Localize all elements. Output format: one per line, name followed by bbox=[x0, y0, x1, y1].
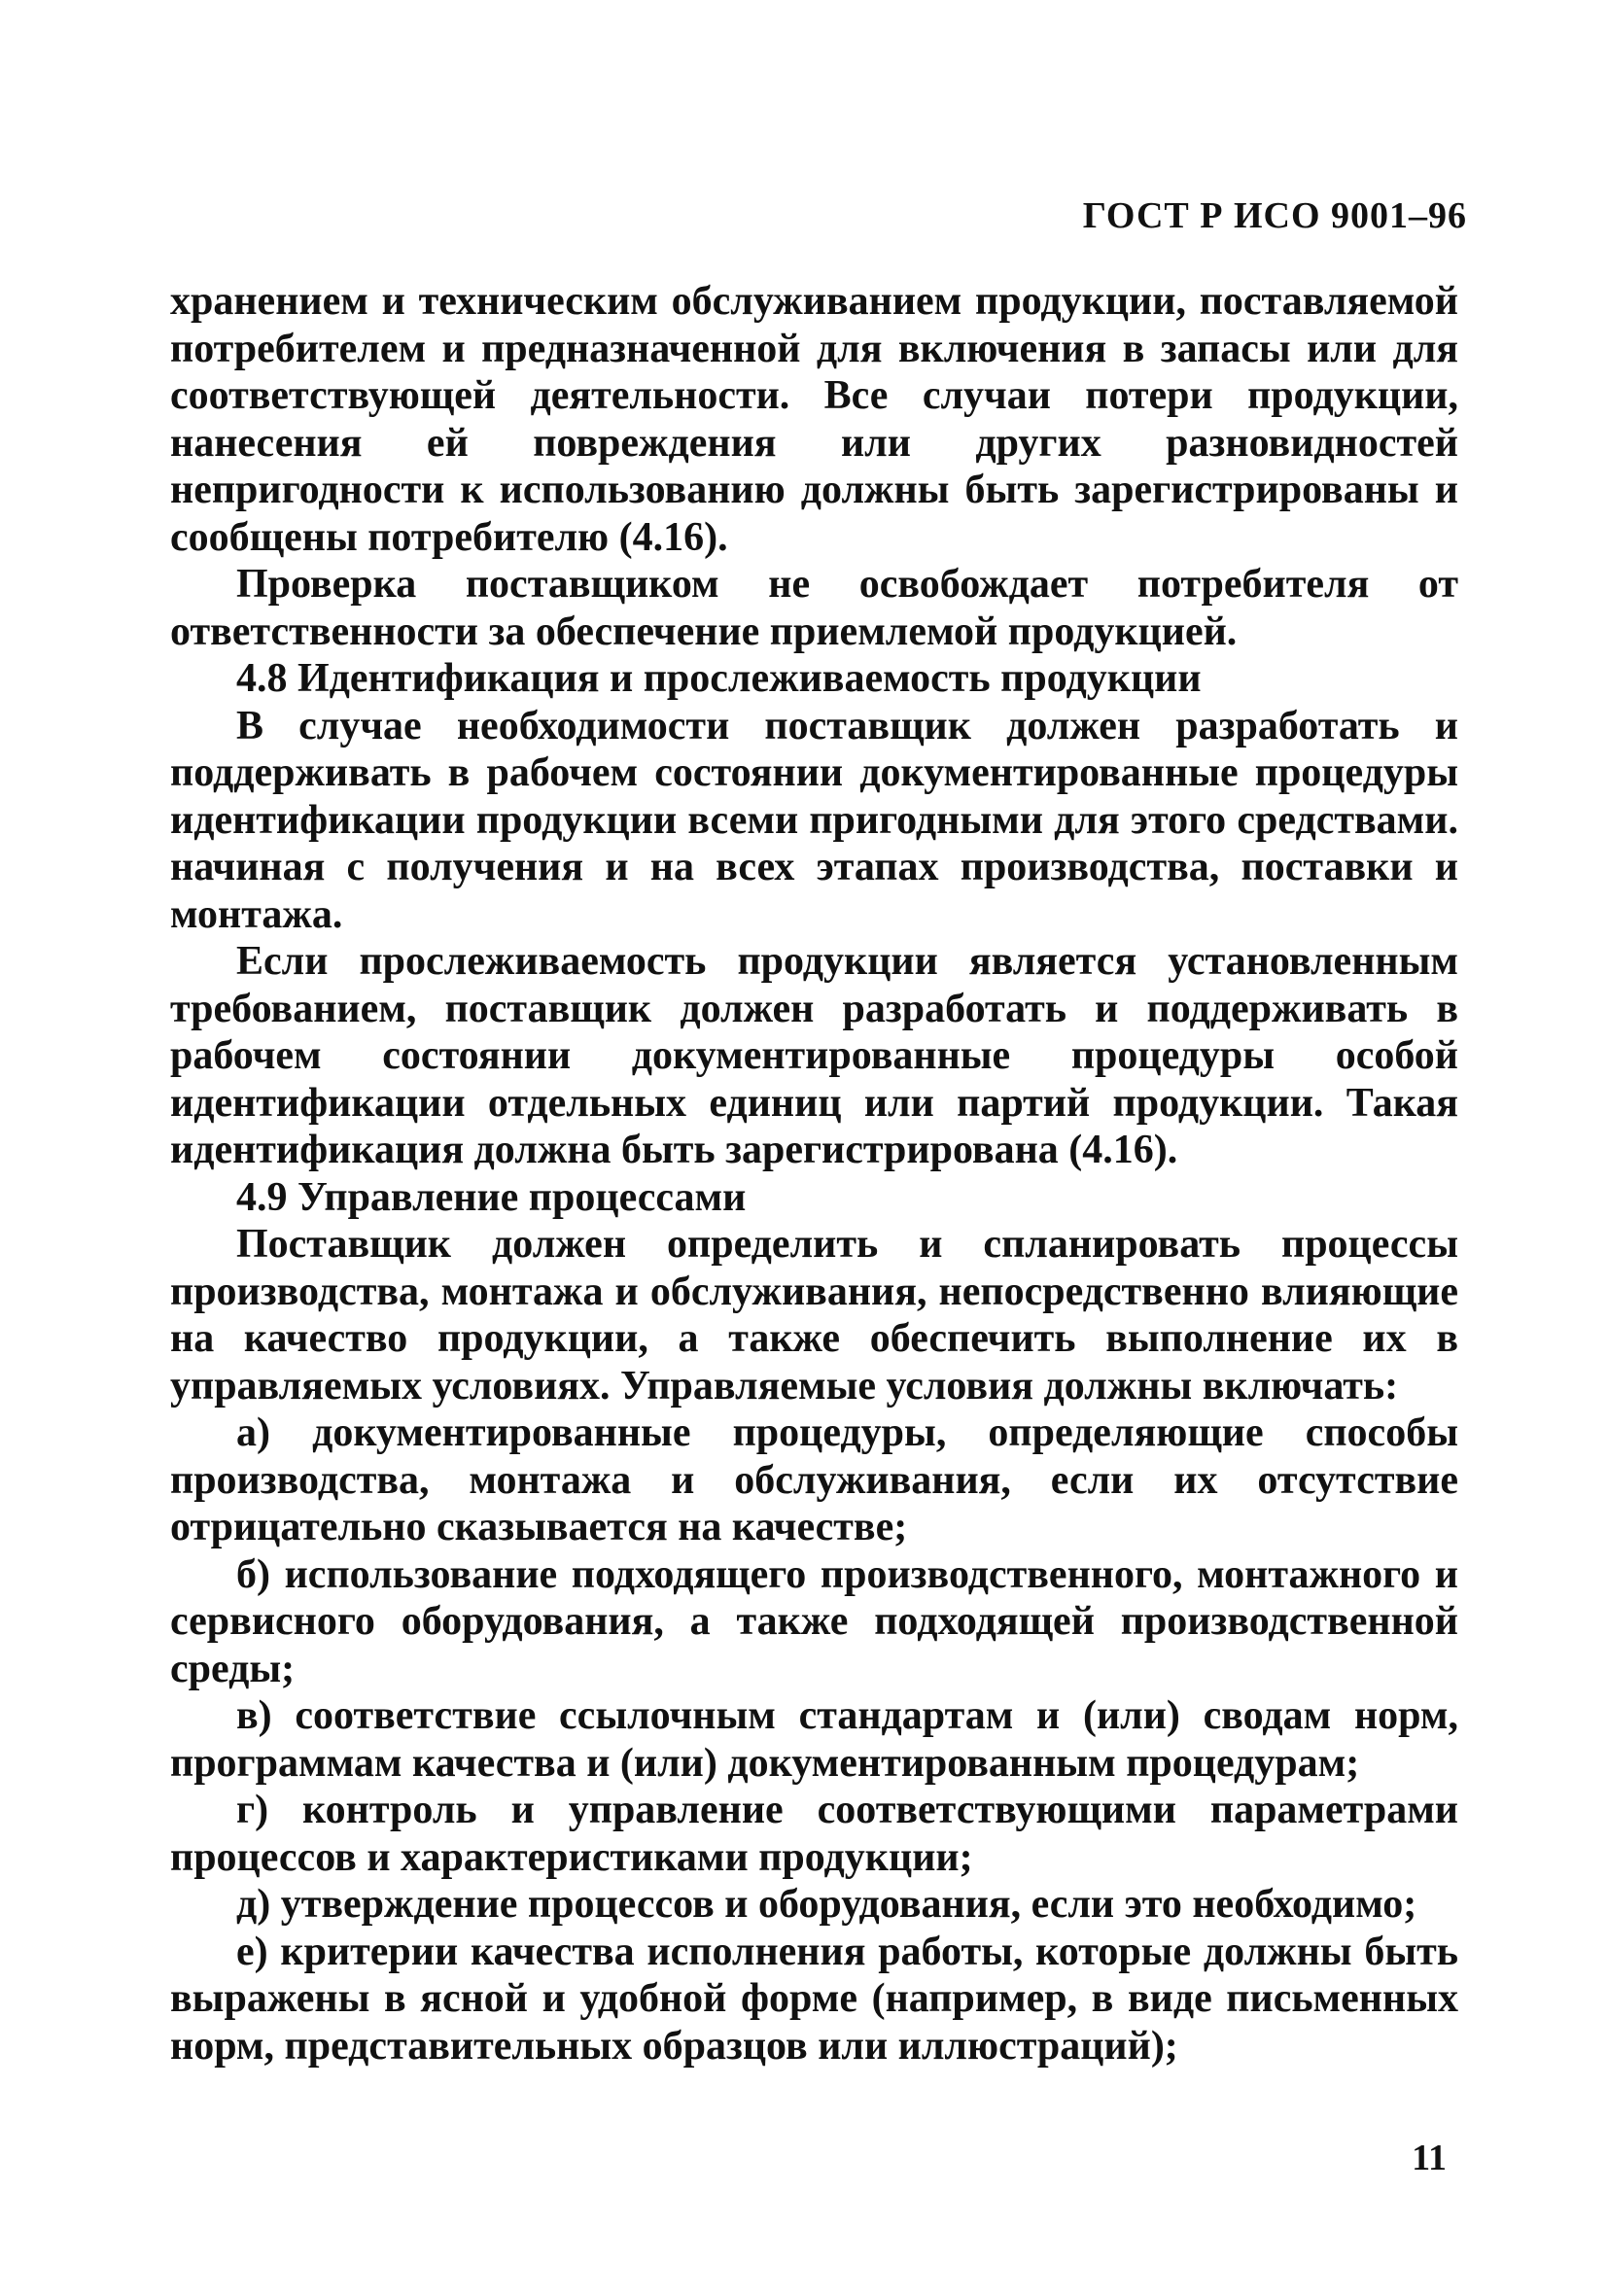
section-heading-4-8: 4.8 Идентификация и прослеживаемость продукции bbox=[236, 656, 1202, 701]
list-item-d: д) утверждение процессов и оборудования, если это необходимо; bbox=[236, 1882, 1417, 1927]
list-item-v: в) соответствие ссылочным стандартам и (или) сводам норм, программам качества и (или) документированным процедурам; bbox=[170, 1693, 1458, 1786]
section-heading-4-9: 4.9 Управление процессами bbox=[236, 1174, 747, 1220]
paragraph-process-control: Поставщик должен определить и спланировать процессы производства, монтажа и обслуживания, непосредственно влияющие на качество продукции, а также обеспечить выполнение их в управляемых условиях. Управляемые условия должны включать: bbox=[170, 1222, 1458, 1409]
standard-code-header: ГОСТ Р ИСО 9001–96 bbox=[1082, 195, 1467, 236]
list-item-a: а) документированные процедуры, определяющие способы производства, монтажа и обслуживания, если их отсутствие отрицательно сказывается на качестве; bbox=[170, 1410, 1458, 1549]
paragraph-verification: Проверка поставщиком не освобождает потребителя от ответственности за обеспечение приемлемой продукцией. bbox=[170, 562, 1458, 654]
paragraph-traceability: Если прослеживаемость продукции является установленным требованием, поставщик должен разработать и поддерживать в рабочем состоянии документированные процедуры особой идентификации отдельных единиц или партий продукции. Такая идентификация должна быть зарегистрирована (4.16). bbox=[170, 939, 1458, 1172]
page-number: 11 bbox=[1412, 2138, 1447, 2178]
paragraph-continuation: хранением и техническим обслуживанием продукции, поставляемой потребителем и предназначенной для включения в запасы или для соответствующей деятельности. Все случаи потери продукции, нанесения ей повреждения или других разновидностей непригодности к использованию должны быть зарегистрированы и сообщены потребителю (4.16). bbox=[170, 279, 1458, 560]
document-body bbox=[170, 278, 1458, 2070]
list-item-b: б) использование подходящего производственного, монтажного и сервисного оборудования, а также подходящей производственной среды; bbox=[170, 1551, 1458, 1691]
list-item-e: е) критерии качества исполнения работы, которые должны быть выражены в ясной и удобной форме (например, в виде письменных норм, представительных образцов или иллюстраций); bbox=[170, 1929, 1458, 2069]
paragraph-identification: В случае необходимости поставщик должен разработать и поддерживать в рабочем состоянии документированные процедуры идентификации продукции всеми пригодными для этого средствами. начиная с получения и на всех этапах производства, поставки и монтажа. bbox=[170, 703, 1458, 937]
list-item-g: г) контроль и управление соответствующими параметрами процессов и характеристиками продукции; bbox=[170, 1788, 1458, 1880]
